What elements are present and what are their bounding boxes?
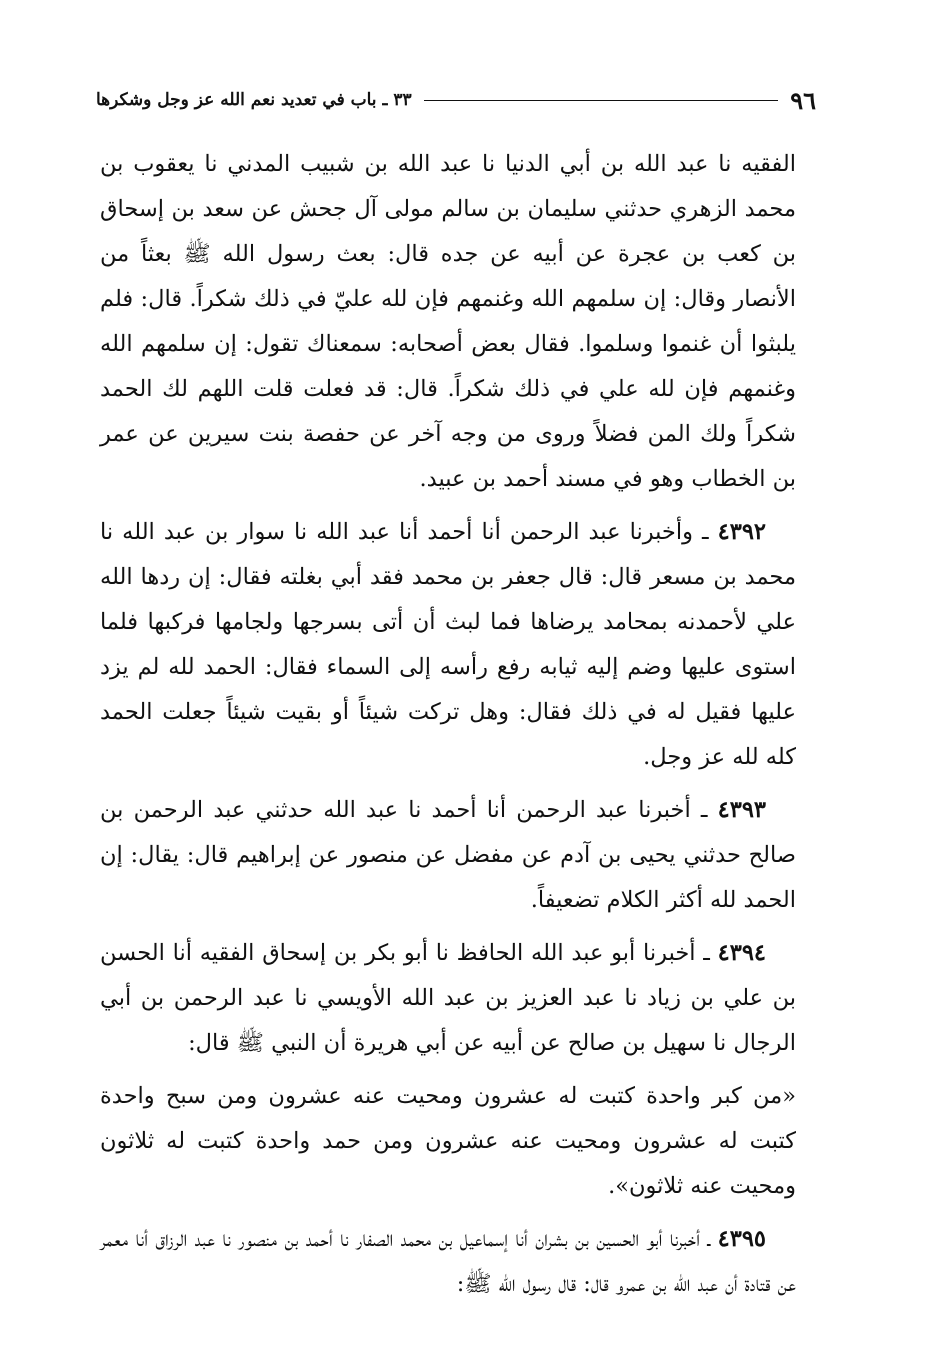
hadith-4394 [100,931,796,1066]
body-text [100,142,796,1315]
hadith-number: ٤٣٩٤ [717,940,766,966]
paragraph-text: ـ أخبرنا أبو الحسين بن بشران أنا إسماعيل بن محمد الصفار نا أحمد بن منصور نا عبد الرزاق أنا معمر عن قتادة أن عبد الله بن عمرو قال: قال رسول الله ﷺ: [100,1226,796,1297]
paragraph-text: «من كبر واحدة كتبت له عشرون ومحيت عنه عشرون ومن سبح واحدة كتبت له عشرون ومحيت عنه عشرون ومن حمد واحدة كتبت له ثلاثون ومحيت عنه ثلاثون». [100,1083,796,1199]
page-number: ٩٦ [790,85,816,115]
hadith-4395 [100,1217,796,1307]
hadith-number: ٤٣٩٥ [717,1226,766,1252]
hadith-number: ٤٣٩٢ [717,519,766,545]
hadith-number: ٤٣٩٣ [717,797,766,823]
paragraph-text: ـ أخبرنا عبد الرحمن أنا أحمد نا عبد الله حدثني عبد الرحمن بن صالح حدثني يحيى بن آدم عن مفضل عن منصور عن إبراهيم قال: يقال: إن الحمد لله أكثر الكلام تضعيفاً. [100,797,796,913]
running-header [96,82,816,118]
header-rule [424,100,779,101]
paragraph-text: ـ وأخبرنا عبد الرحمن أنا أحمد أنا عبد الله نا سوار بن عبد الله نا محمد بن مسعر قال: قال جعفر بن محمد فقد أبي بغلته فقال: إن ردها الله علي لأحمدنه بمحامد يرضاها فما لبث أن أتى بسرجها ولجامها فركبها فلما استوى عليها وضم إليه ثيابه رفع رأسه إلى السماء فقال: الحمد لله لم يزد عليها فقيل له في ذلك فقال: وهل تركت شيئاً أو بقيت شيئاً جعلت الحمد كله لله عز وجل. [100,519,796,770]
paragraph-text: الفقيه نا عبد الله بن أبي الدنيا نا عبد الله بن شبيب المدني نا يعقوب بن محمد الزهري حدثني سليمان بن سالم مولى آل جحش عن سعد بن إسحاق بن كعب بن عجرة عن أبيه عن جده قال: بعث رسول الله ﷺ بعثاً من الأنصار وقال: إن سلمهم الله وغنمهم فإن لله عليّ في ذلك شكراً. قال: فلم يلبثوا أن غنموا وسلموا. فقال بعض أصحابه: سمعناك تقول: إن سلمهم الله وغنمهم فإن لله علي في ذلك شكراً. قال: قد فعلت قلت اللهم لك الحمد شكراً ولك المن فضلاً وروى من وجه آخر عن حفصة بنت سيرين عن عمر بن الخطاب وهو في مسند أحمد بن عبيد. [100,151,796,492]
paragraph-text: ـ أخبرنا أبو عبد الله الحافظ نا أبو بكر بن إسحاق الفقيه أنا الحسن بن علي بن زياد نا عبد العزيز بن عبد الله الأويسي نا عبد الرحمن بن أبي الرجال نا سهيل بن صالح عن أبيه عن أبي هريرة أن النبي ﷺ قال: [100,940,796,1056]
hadith-4392 [100,510,796,780]
hadith-4393 [100,788,796,923]
chapter-title: ٣٣ ـ باب في تعديد نعم الله عز وجل وشكرها [96,90,412,110]
paragraph-continuation [100,142,796,502]
hadith-quote [100,1074,796,1209]
